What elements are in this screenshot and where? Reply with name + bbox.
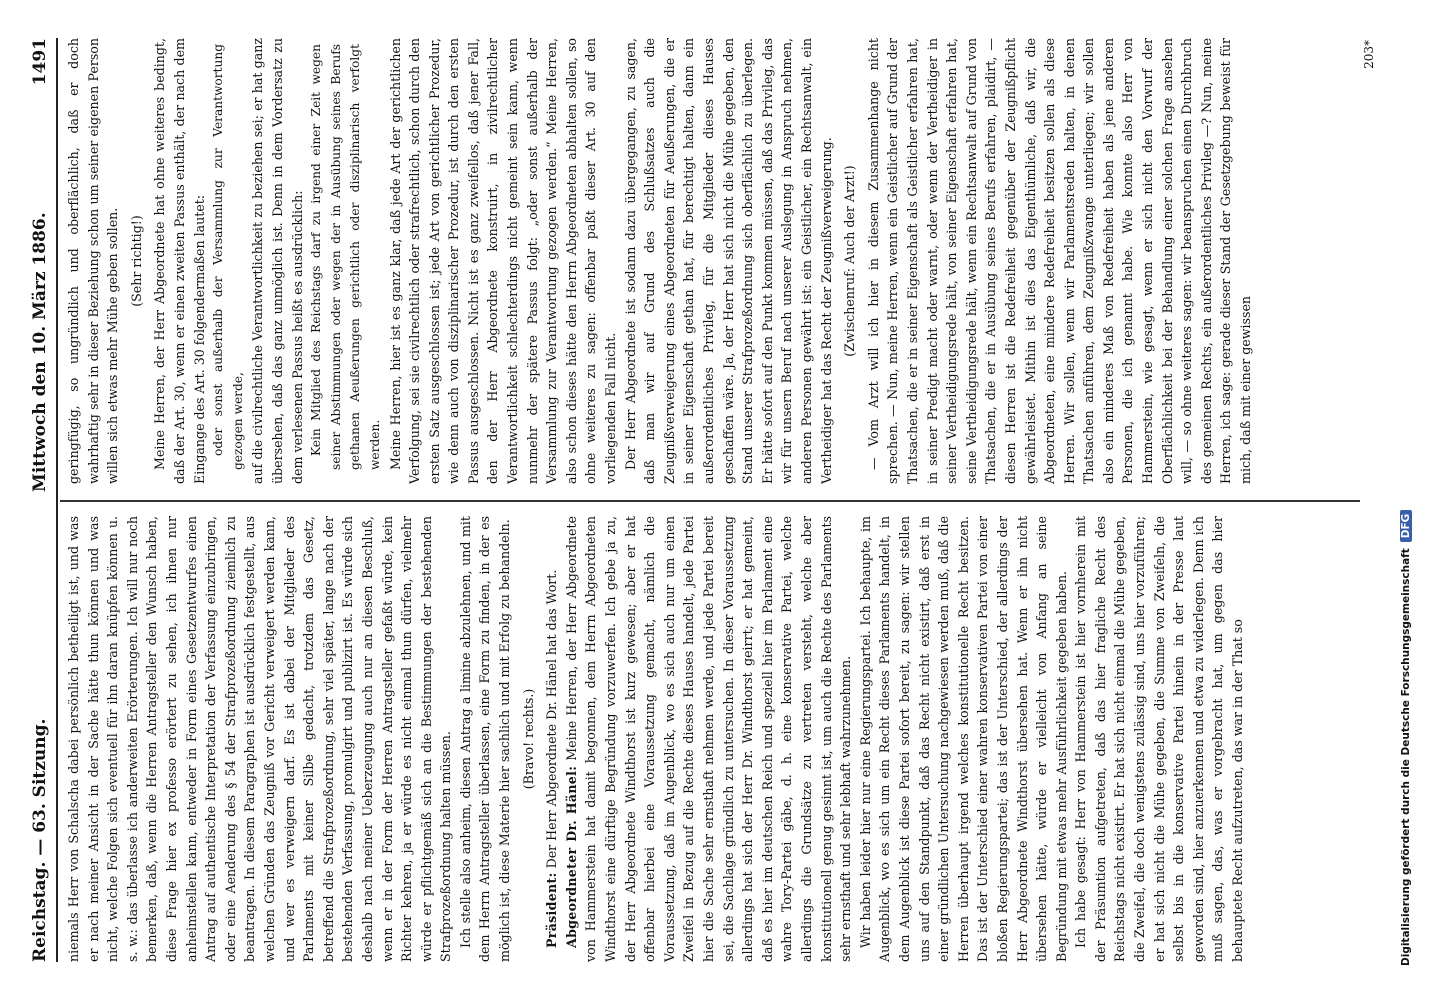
speech-paragraph [562, 516, 856, 962]
page-header [30, 38, 54, 962]
header-page-number: 1491 [30, 38, 50, 86]
body-paragraph: Meine Herren, der Herr Abgeordnete hat ohne weiteres bedingt, daß der Art. 30, wenn er einen zweiten Passus enthält, der nach dem Eingange des Art. 30 folgendermaßen lautet: [152, 38, 207, 484]
body-paragraph: Der Herr Abgeordnete ist sodann dazu übergegangen, zu sagen, daß man wir auf Grund des Schlußsatzes auch die Zeugnißverweigerung eines Abgeordneten für Aeußerungen, die er in seiner Eigenschaft gethan hat, für berechtigt halten, dann ein außerordentliches Privileg, für die Mitglieder dieses Hauses geschaffen wäre. Ja, der Herr hat sich nicht die Mühe gegeben, den Stand unserer Strafprozeßordnung sich oberflächlich zu überlegen. Er hätte sofort auf den Punkt kommen müssen, daß das Privileg, das wir für unsern Beruf nach unserer Auslegung in Anspruch nehmen, anderen Personen gewährt ist: ein Geistlicher, ein Rechtsanwalt, ein Vertheidiger hat das Recht der Zeugnißverweigerung. [622, 38, 834, 484]
body-paragraph: Meine Herren, hier ist es ganz klar, daß jede Art der gerichtlichen Verfolgung, sei sie civilrechtlich oder strafrechtlich, schon durch den ersten Satz ausgeschlossen ist; jede Art von gerichtlicher Prozedur, wie denn auch von disziplinarischer Prozedur, ist durch den ersten Passus ausgeschlossen. Nicht ist es ganz zweifellos, daß jener Fall, den der Herr Abgeordnete konstruirt, in zivilrechtlicher Verantwortlichkeit schlechterdings nicht gemeint sein kann, wenn nunmehr der spätere Passus folgt: „oder sonst außerhalb der Versammlung zur Verantwortung gezogen werden.“ Meine Herren, also schon dieses hätte den Herrn Abgeordneten abhalten sollen, so ohne weiteres zu sagen: offenbar paßt dieser Art. 30 auf den vorliegenden Fall nicht. [387, 38, 619, 484]
right-column [64, 38, 1354, 484]
quoted-article: Kein Mitglied des Reichstags darf zu irgend einer Zeit wegen seiner Abstimmungen oder wegen der in Ausübung seines Berufs gethanen Aeußerungen gerichtlich oder disziplinarisch verfolgt werden. [309, 44, 382, 470]
interjection: (Zwischenruf: Auch der Arzt!) [842, 165, 858, 357]
body-paragraph: geringfügig, so ungründlich und oberflächlich, daß er doch wahrhaftig sehr in dieser Beziehung schon um seiner eigenen Person willen sich etwas mehr Mühe geben sollen. [66, 38, 121, 484]
body-paragraph: — Vom Arzt will ich hier in diesem Zusammenhange nicht sprechen. — Nun, meine Herren, wenn ein Geistlicher auf Grund der Thatsachen, die er in seiner Eigenschaft als Geistlicher erfahren hat, in seiner Predigt macht oder warnt, oder wenn der Vertheidiger in seiner Vertheidigungsrede hält, von seiner Eigenschaft erfahren hat, seine Vertheidigungsrede hält, wenn ein Rechtsanwalt auf Grund von Thatsachen, die er in Ausübung seines Berufs erfahren, plaidirt, — diesen Herren ist die Redefreiheit gegenüber der Zeugnißpflicht gewährleistet. Mithin ist dies das Eigenthümliche, daß wir, die Abgeordneten, eine mindere Redefreiheit besitzen sollen als diese Herren. Wir sollen, wenn wir Parlamentsreden halten, in denen Thatsachen anführen, dem Zeugnißzwange unterliegen; wir sollen also ein minderes Maß von Redefreiheit haben als jene anderen Personen, die ich genannt habe. Wie konnte also Herr von Hammerstein, wie gesagt, wenn er sich nicht den Vorwurf der Oberflächlichkeit bei der Behandlung einer solchen Frage ansehen will, — so ohne weiteres sagen: wir beanspruchen einen Durchbruch des gemeinen Rechts, ein außerordentliches Privileg —? Nun, meine Herren, ich sage: gerade dieser Stand der Gesetzgebung beweist für mich, daß mit einer gewissen [865, 38, 1254, 484]
dfg-logo: DFG [1400, 510, 1412, 543]
body-paragraph: Wir haben leider hier nur eine Regierungspartei. Ich behaupte, im Augenblick, wo es sich um ein Recht dieses Parlaments handelt, in dem Augenblick ist diese Partei sofort bereit, zu sagen: wir stellen uns auf den Standpunkt, daß das Recht nicht existirt, daß erst in einer gründlichen Untersuchung nachgewiesen werden muß, daß die Herren überhaupt irgend welches konstitutionelle Recht besitzen. Das ist der Unterschied einer wahren konservativen Partei von einer bloßen Regierungspartei; das ist der Unterschied, der allerdings der Herr Abgeordnete Windthorst übersehen hat. Wenn er ihn nicht übersehen hätte, würde er vielleicht von Anfang an seine Begründung mit etwas mehr Ausführlichkeit gegeben haben. [857, 516, 1069, 962]
interjection: (Bravo! rechts.) [520, 688, 536, 790]
body-paragraph: auf die civilrechtliche Verantwortlichkeit zu beziehen sei; er hat ganz übersehen, daß das ganz unmöglich ist. Denn in dem Vordersatz zu dem verlesenen Passus heißt es ausdrücklich: [250, 38, 305, 484]
speech-text: Der Herr Abgeordnete Dr. Hänel hat das Wort. [544, 569, 560, 873]
body-paragraph: Ich habe gesagt: Herr von Hammerstein ist hier vornherein mit der Präsumtion aufgetreten, daß das hier fragliche Recht des Reichstags nicht existirt. Er hat sich nicht einmal die Mühe gegeben, die Zweifel, die doch wenigstens zulässig sind, uns hier vorzuführen; er hat sich nicht die Mühe gegeben, die Summe von Zweifeln, die selbst bis in die konservative Partei hinein in der Presse laut geworden sind, hier anzuerkennen und etwa zu widerlegen. Denn ich muß sagen, das, was er vorgebracht hat, um gegen das hier behauptete Recht aufzutreten, das war in der That so [1073, 516, 1246, 962]
quoted-article: oder sonst außerhalb der Versammlung zur Verantwortung gezogen werde, [211, 44, 245, 470]
speaker-name: Abgeordneter Dr. Hänel: [563, 765, 579, 948]
speech-paragraph [542, 516, 562, 962]
digitization-credit [1400, 510, 1412, 966]
body-paragraph: Ich stelle also anheim, diesen Antrag a limine abzulehnen, und mit dem Herrn Antragsteller überlassen, eine Form zu finden, in der es möglich ist, diese Materie hier sachlich und mit Erfolg zu behandeln. [457, 516, 513, 962]
body-paragraph: niemals Herr von Schalscha dabei persönlich betheiligt ist, und was er nach meiner Ansicht in der Sache hätte thun können und was nicht, welche Folgen sich eventuell für ihn daran knüpfen können u. s. w.: das überlasse ich anderweiten Erörterungen. Ich will nur noch bemerken, daß, wenn die Herren Antragsteller den Wunsch haben, diese Frage hier ex professo erörtert zu sehen, ich ihnen nur anheimstellen kann, entweder in Form eines Gesetzentwurfes einen Antrag auf authentische Interpretation der Verfassung einzubringen, oder eine Aenderung des § 54 der Strafprozeßordnung ziemlich zu beantragen. In diesem Paragraphen ist ausdrücklich festgestellt, aus welchen Gründen das Zeugniß vor Gericht verweigert werden kann, und wer es verweigern darf. Es ist dabei der Mitglieder des Parlaments mit keiner Silbe gedacht, trotzdem das Gesetz, betreffend die Strafprozeßordnung, sehr viel später, lange nach der bestehenden Verfassung, promulgirt und publizirt ist. Es würde sich deshalb nach meiner Ueberzeugung auch nur an diesen Beschluß, wenn er in der Form der Herren Antragsteller gefaßt würde, kein Richter kehren, ja er würde es nicht einmal thun dürfen, vielmehr würde er pflichtgemäß sich an die Bestimmungen der bestehenden Strafprozeßordnung halten müssen. [66, 516, 454, 962]
header-date: Mittwoch den 10. März 1886. [30, 212, 50, 492]
left-column [64, 516, 1354, 962]
header-session-title: Reichstag. — 63. Sitzung. [30, 718, 50, 962]
speaker-name: Präsident: [544, 872, 560, 948]
speech-text: Meine Herren, der Herr Abgeordnete von Hammerstein hat damit begonnen, dem Herrn Abgeordneten Windthorst eine dürftige Begründung vorzuwerfen. Ich gebe ja zu, der Herr Abgeordnete Windthorst ist kurz gewesen; aber er hat offenbar hierbei eine Voraussetzung gemacht, nämlich die Voraussetzung, daß im Augenblick, wo es sich auch nur um einen Zweifel in Bezug auf die Rechte dieses Hauses handelt, jede Partei hier die Sache sehr ernsthaft nehmen werde, und jede Partei bereit sei, die Sachlage gründlich zu untersuchen. In dieser Voraussetzung allerdings hat sich der Herr Dr. Windthorst geirrt; er hat gemeint, daß es hier im deutschen Reich und speziell hier im Parlament eine wahre Tory-Partei gäbe, d. h. eine konservative Partei, welche allerdings die Grundsätze zu vertreten versteht, welche aber konstitutionell genug gesinnt ist, um auch die Rechte des Parlaments sehr ernsthaft und sehr lebhaft wahrzunehmen. [563, 516, 854, 962]
interjection: (Sehr richtig!) [128, 215, 144, 307]
column-divider [60, 501, 1360, 503]
credit-text: Digitalisierung gefördert durch die Deutsche Forschungsgemeinschaft [1400, 548, 1412, 966]
header-divider [56, 38, 58, 962]
signature-mark: 203* [1362, 40, 1376, 69]
